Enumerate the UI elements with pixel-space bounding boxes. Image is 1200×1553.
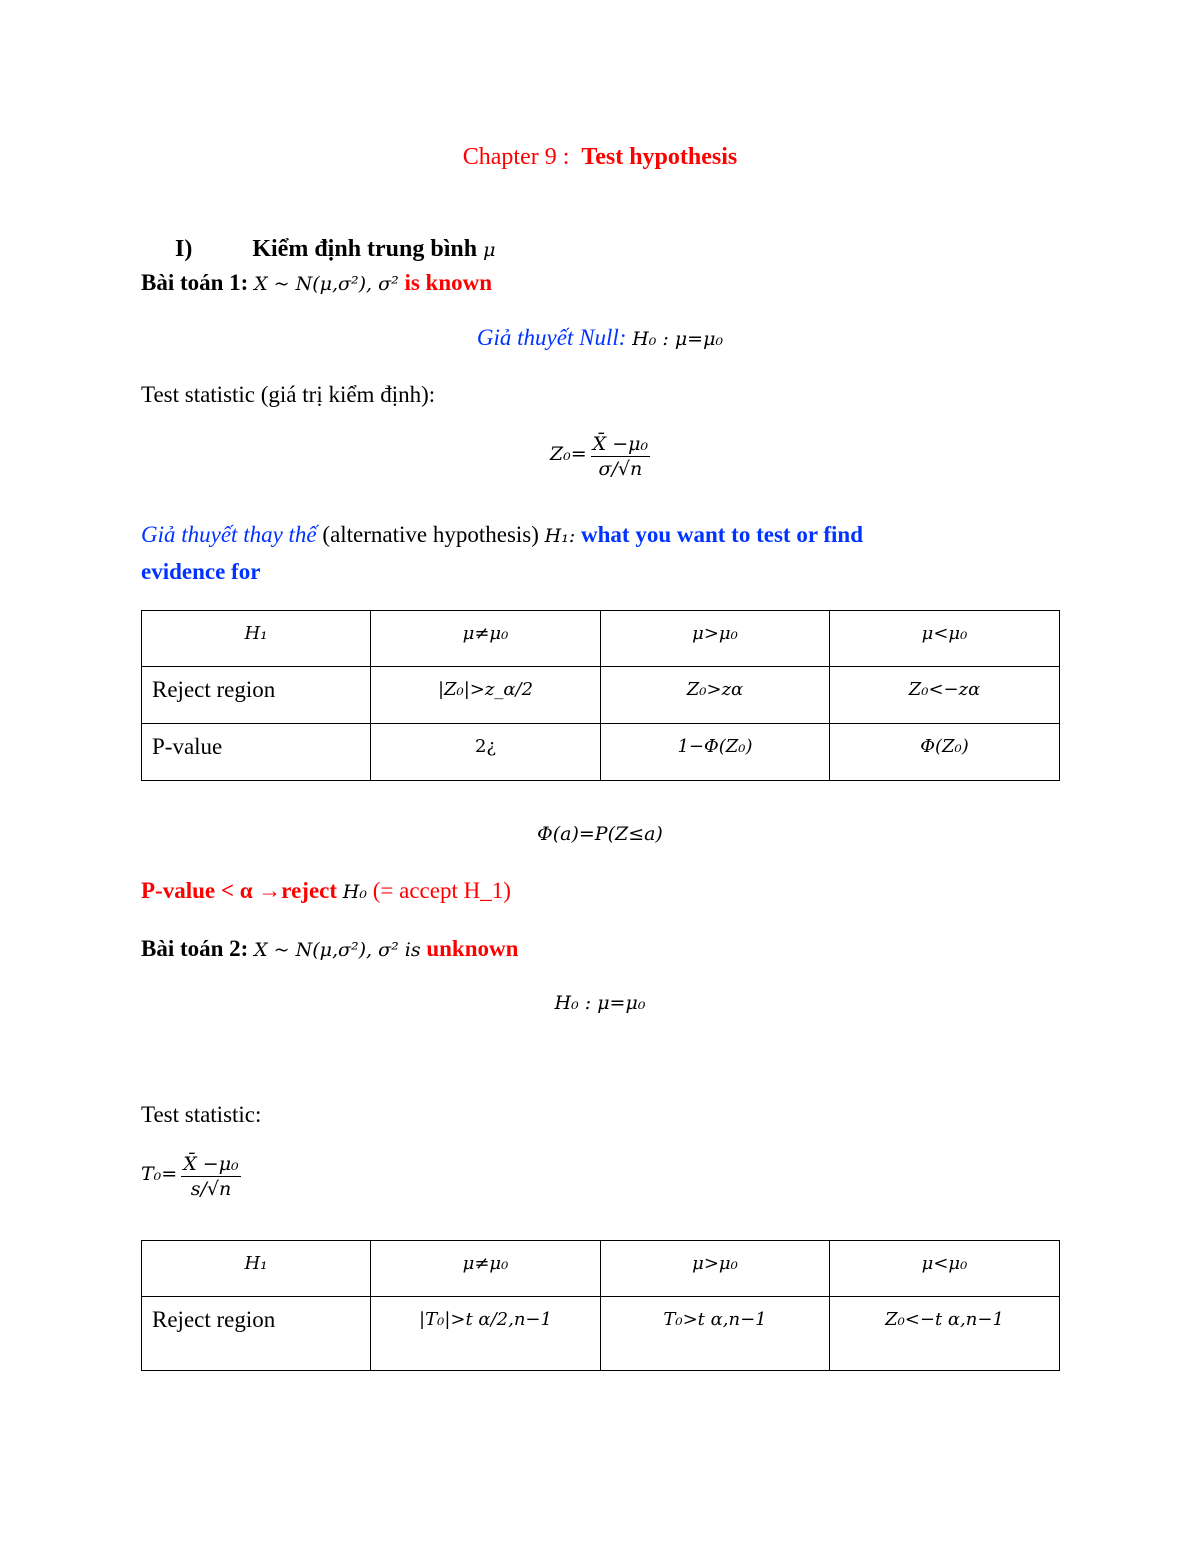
- null-expr-2: H₀ : μ=μ₀: [554, 992, 646, 1014]
- table-cell: |Z₀|>z_α/2: [371, 667, 601, 724]
- table-cell: μ<μ₀: [830, 611, 1060, 667]
- table-cell: H₁: [142, 611, 371, 667]
- problem1-model: X ~ N(μ,σ²), σ²: [254, 273, 399, 295]
- table-cell: [371, 724, 601, 781]
- table-cell: H₁: [142, 1241, 371, 1297]
- problem2-model: X ~ N(μ,σ²), σ² is: [254, 939, 421, 961]
- alt-hypothesis-line: [141, 522, 863, 548]
- table-cell: μ>μ₀: [601, 1241, 830, 1297]
- table-cell: μ≠μ₀: [371, 1241, 601, 1297]
- null-label: Giả thuyết Null:: [476, 325, 627, 350]
- table-cell: 1−Φ(Z₀): [601, 724, 830, 781]
- table2-header-row: [142, 1241, 1060, 1297]
- table-cell: P-value: [142, 724, 371, 781]
- z-denominator: σ/√n: [598, 458, 643, 480]
- section-heading: [175, 236, 495, 263]
- null-hypothesis-line: [0, 325, 1200, 351]
- chapter-topic: Test hypothesis: [581, 144, 738, 170]
- t-denominator: s/√n: [190, 1178, 232, 1200]
- decision-left: P-value < α: [141, 878, 253, 903]
- decision-right: reject: [281, 878, 338, 903]
- table-cell: T₀>t α,n−1: [601, 1297, 830, 1371]
- table2: [141, 1240, 1060, 1371]
- t-fraction: [181, 1152, 240, 1201]
- test-statistic-label: Test statistic (giá trị kiểm định):: [141, 382, 436, 407]
- table-cell: μ≠μ₀: [371, 611, 601, 667]
- alt-text: (alternative hypothesis): [322, 522, 539, 547]
- page-title: [0, 144, 1200, 171]
- z-formula: [0, 432, 1200, 481]
- z-numerator: X̄ −μ₀: [592, 433, 649, 455]
- section-label: Kiểm định trung bình: [252, 236, 478, 262]
- mu-symbol: μ: [483, 239, 496, 261]
- table-cell: |T₀|>t α/2,n−1: [371, 1297, 601, 1371]
- table-cell: μ<μ₀: [830, 1241, 1060, 1297]
- table-cell: Reject region: [142, 667, 371, 724]
- table-cell: Z₀>zα: [601, 667, 830, 724]
- problem2-label: Bài toán 2:: [141, 936, 249, 961]
- phi-definition: Φ(a)=P(Z≤a): [537, 823, 663, 845]
- table1-pvalue-row: [142, 724, 1060, 781]
- decision-tail: (= accept H_1): [372, 878, 511, 903]
- decision-h0: H₀: [342, 881, 367, 903]
- arrow-icon: →: [258, 878, 282, 903]
- t-formula: [141, 1152, 241, 1201]
- table2-reject-row: [142, 1297, 1060, 1371]
- problem2-note: unknown: [426, 936, 519, 961]
- decision-rule: [141, 878, 511, 904]
- z-fraction: [591, 432, 650, 481]
- chapter-label: Chapter 9 :: [462, 144, 570, 170]
- alt-label: Giả thuyết thay thế: [141, 522, 317, 547]
- z-lhs: Z₀=: [549, 443, 587, 466]
- problem1-label: Bài toán 1:: [141, 270, 249, 295]
- test-statistic-label-2: Test statistic:: [141, 1102, 262, 1127]
- null-expr: H₀ : μ=μ₀: [632, 328, 724, 350]
- table-cell: Z₀<−t α,n−1: [830, 1297, 1060, 1371]
- problem1-note: is known: [404, 270, 493, 295]
- pvalue-two-sided: 2¿: [474, 736, 497, 757]
- section-number: I): [175, 236, 193, 262]
- table1-reject-row: [142, 667, 1060, 724]
- table-cell: μ>μ₀: [601, 611, 830, 667]
- alt-desc-2: evidence for: [141, 559, 261, 584]
- t-numerator: X̄ −μ₀: [183, 1153, 239, 1175]
- t-lhs: T₀=: [141, 1163, 178, 1186]
- alt-symbol: H₁:: [544, 525, 576, 547]
- table-cell: Reject region: [142, 1297, 371, 1371]
- table1: [141, 610, 1060, 781]
- problem1-line: [141, 270, 492, 296]
- table-cell: Z₀<−zα: [830, 667, 1060, 724]
- problem2-line: [141, 936, 518, 962]
- table-cell: Φ(Z₀): [830, 724, 1060, 781]
- table1-header-row: [142, 611, 1060, 667]
- alt-desc-1: what you want to test or find: [581, 522, 863, 547]
